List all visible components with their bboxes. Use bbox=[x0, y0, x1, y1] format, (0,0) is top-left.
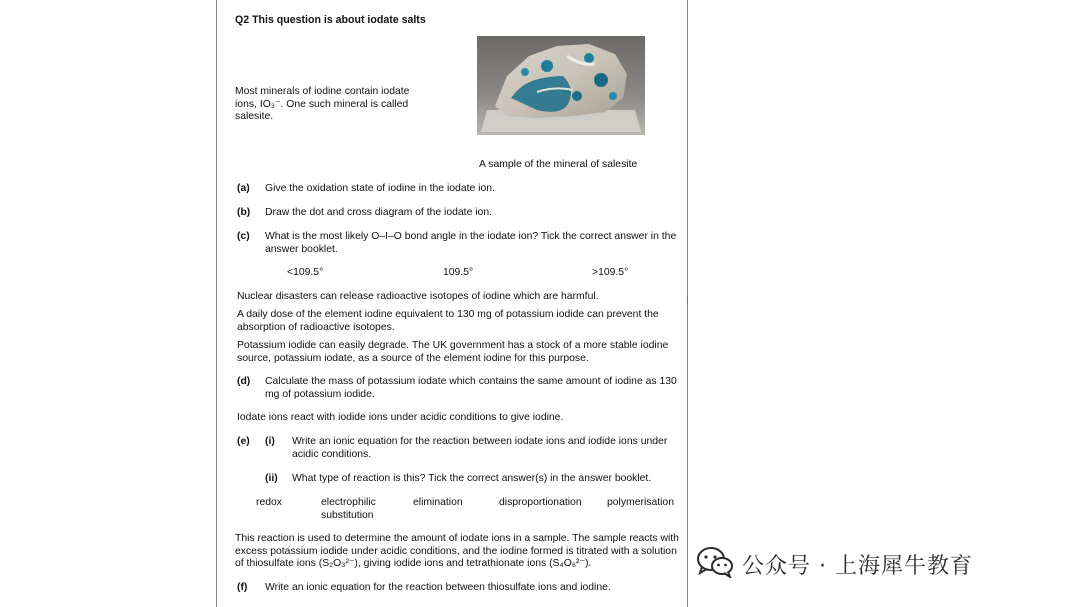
paragraph-iodate-react: Iodate ions react with iodide ions under acidic conditions to give iodine. bbox=[237, 412, 564, 423]
reaction-option: elimination bbox=[413, 497, 463, 508]
part-c-label: (c) bbox=[237, 231, 250, 242]
intro-text: Most minerals of iodine contain iodate ions, IO₃⁻. One such mineral is called salesite. bbox=[235, 86, 410, 123]
reaction-option: electrophilic substitution bbox=[321, 497, 376, 521]
part-d-label: (d) bbox=[237, 376, 251, 387]
margin-mark: ⁞ bbox=[686, 296, 689, 307]
reaction-option: redox bbox=[256, 497, 282, 508]
paragraph-nuclear: Nuclear disasters can release radioactive isotopes of iodine which are harmful. bbox=[237, 291, 599, 302]
paragraph-titration: This reaction is used to determine the amount of iodate ions in a sample. The sample reacts with excess potassium iodide under acidic conditions, and the iodine formed is titrated with a solution of thiosulfate ions (S₂O₃²⁻), giving iodide ions and tetrathionate ions (S₄O₆²⁻). bbox=[235, 533, 679, 570]
watermark bbox=[696, 546, 973, 582]
mineral-photo bbox=[477, 36, 645, 135]
reaction-option: polymerisation bbox=[607, 497, 674, 508]
angle-option: 109.5° bbox=[443, 267, 474, 278]
paragraph-dose: A daily dose of the element iodine equivalent to 130 mg of potassium iodide can prevent the absorption of radioactive isotopes. bbox=[237, 309, 659, 333]
question-title: Q2 This question is about iodate salts bbox=[235, 14, 426, 26]
angle-option: >109.5° bbox=[592, 267, 629, 278]
watermark-text: 公众号 · 上海犀牛教育 bbox=[742, 553, 973, 579]
part-e-i-text: Write an ionic equation for the reaction between iodate ions and iodide ions under acidic conditions. bbox=[292, 436, 668, 460]
part-e-i-label: (i) bbox=[265, 436, 275, 447]
wechat-icon bbox=[696, 546, 734, 583]
part-e-label: (e) bbox=[237, 436, 250, 447]
part-a-label: (a) bbox=[237, 183, 250, 194]
part-f-text: Write an ionic equation for the reaction between thiosulfate ions and iodine. bbox=[265, 582, 611, 593]
exam-page bbox=[216, 0, 688, 607]
part-e-ii-label: (ii) bbox=[265, 473, 278, 484]
image-caption: A sample of the mineral of salesite bbox=[479, 159, 638, 170]
part-e-ii-text: What type of reaction is this? Tick the correct answer(s) in the answer booklet. bbox=[292, 473, 652, 484]
part-c-text: What is the most likely O–I–O bond angle in the iodate ion? Tick the correct answer in the answer booklet. bbox=[265, 231, 677, 255]
part-b-label: (b) bbox=[237, 207, 251, 218]
angle-option: <109.5° bbox=[287, 267, 324, 278]
paragraph-degrade: Potassium iodide can easily degrade. The UK government has a stock of a more stable iodine source, potassium iodate, as a source of the element iodine for this purpose. bbox=[237, 340, 669, 364]
part-d-text: Calculate the mass of potassium iodate which contains the same amount of iodine as 130 mg of potassium iodide. bbox=[265, 376, 677, 400]
part-b-text: Draw the dot and cross diagram of the iodate ion. bbox=[265, 207, 492, 218]
part-f-label: (f) bbox=[237, 582, 248, 593]
part-a-text: Give the oxidation state of iodine in the iodate ion. bbox=[265, 183, 495, 194]
reaction-option: disproportionation bbox=[499, 497, 582, 508]
